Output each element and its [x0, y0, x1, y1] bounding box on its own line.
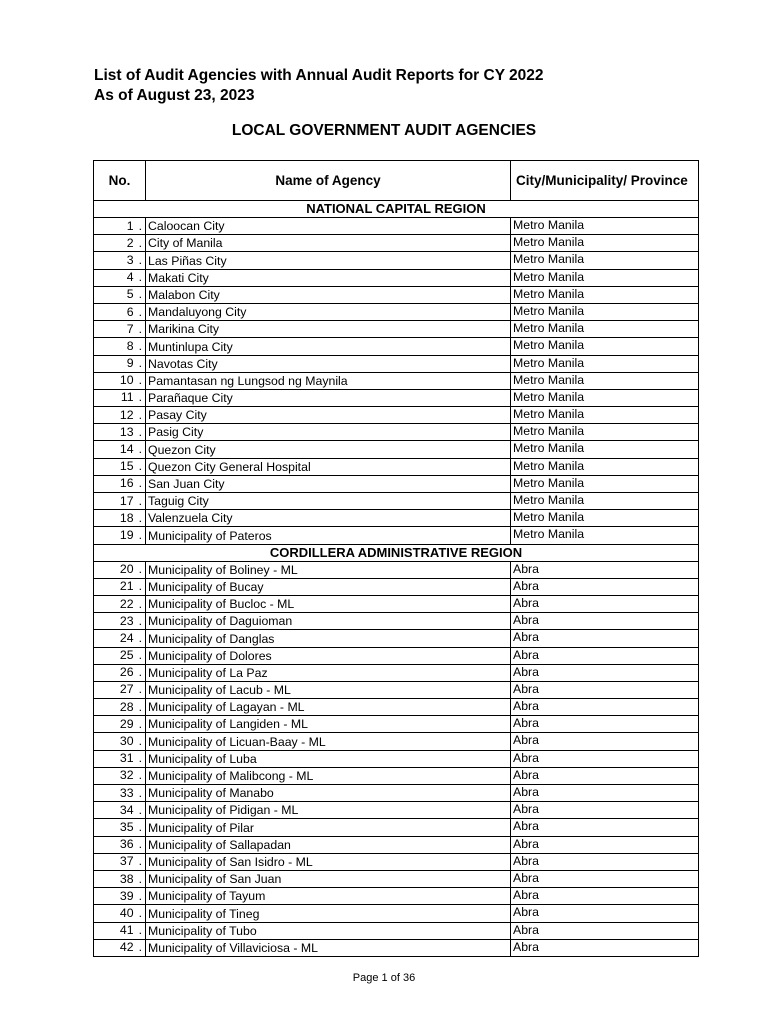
agency-name: Pasig City [146, 424, 511, 441]
row-number-cell [94, 493, 146, 510]
table-row [94, 321, 699, 338]
row-number-cell [94, 750, 146, 767]
agency-location: Abra [511, 802, 699, 819]
row-number-dot: . [138, 287, 142, 302]
agency-name: City of Manila [146, 235, 511, 252]
agency-location: Metro Manila [511, 441, 699, 458]
header-location: City/Municipality/ Province [511, 161, 699, 201]
row-number-cell [94, 853, 146, 870]
header-agency: Name of Agency [146, 161, 511, 201]
table-row [94, 888, 699, 905]
row-number: 1 [126, 218, 134, 233]
agency-name: Marikina City [146, 321, 511, 338]
table-row [94, 664, 699, 681]
table-row [94, 372, 699, 389]
agency-name: Mandaluyong City [146, 303, 511, 320]
row-number-cell [94, 767, 146, 784]
row-number: 40 [119, 905, 134, 920]
row-number-cell [94, 252, 146, 269]
row-number-cell [94, 475, 146, 492]
row-number-dot: . [138, 630, 142, 645]
row-number-cell [94, 819, 146, 836]
row-number-dot: . [138, 252, 142, 267]
agency-name: Municipality of Pateros [146, 527, 511, 544]
table-row [94, 475, 699, 492]
table-row [94, 733, 699, 750]
region-name: NATIONAL CAPITAL REGION [94, 201, 699, 218]
row-number: 37 [119, 854, 134, 869]
agency-table [93, 160, 699, 957]
agency-location: Metro Manila [511, 407, 699, 424]
row-number: 42 [119, 940, 134, 955]
row-number: 39 [119, 888, 134, 903]
agency-location: Abra [511, 939, 699, 956]
row-number-cell [94, 355, 146, 372]
row-number: 19 [119, 527, 134, 542]
row-number-dot: . [138, 356, 142, 371]
table-row [94, 750, 699, 767]
agency-location: Abra [511, 905, 699, 922]
agency-location: Metro Manila [511, 218, 699, 235]
region-header-row [94, 544, 699, 561]
table-row [94, 269, 699, 286]
page-footer: Page 1 of 36 [352, 972, 416, 984]
row-number-cell [94, 321, 146, 338]
table-row [94, 286, 699, 303]
agency-name: Municipality of Lacub - ML [146, 681, 511, 698]
table-row [94, 561, 699, 578]
document-title [94, 66, 544, 106]
row-number-cell [94, 458, 146, 475]
agency-name: Municipality of Boliney - ML [146, 561, 511, 578]
row-number-cell [94, 836, 146, 853]
row-number-dot: . [138, 785, 142, 800]
table-row [94, 218, 699, 235]
row-number-dot: . [138, 304, 142, 319]
agency-location: Abra [511, 595, 699, 612]
row-number: 17 [119, 493, 134, 508]
agency-name: Valenzuela City [146, 510, 511, 527]
agency-name: Municipality of San Isidro - ML [146, 853, 511, 870]
row-number-dot: . [138, 768, 142, 783]
agency-location: Abra [511, 681, 699, 698]
row-number-cell [94, 510, 146, 527]
agency-location: Abra [511, 630, 699, 647]
agency-name: Muntinlupa City [146, 338, 511, 355]
agency-name: Municipality of Pidigan - ML [146, 802, 511, 819]
row-number-dot: . [138, 923, 142, 938]
row-number-dot: . [138, 802, 142, 817]
row-number-cell [94, 647, 146, 664]
table-row [94, 389, 699, 406]
agency-location: Abra [511, 561, 699, 578]
table-row [94, 510, 699, 527]
row-number-cell [94, 939, 146, 956]
header-no: No. [94, 161, 146, 201]
row-number-dot: . [138, 373, 142, 388]
row-number-cell [94, 681, 146, 698]
row-number-dot: . [138, 390, 142, 405]
row-number: 15 [119, 459, 134, 474]
table-row [94, 407, 699, 424]
row-number-cell [94, 664, 146, 681]
agency-name: Malabon City [146, 286, 511, 303]
row-number-cell [94, 561, 146, 578]
row-number-dot: . [138, 613, 142, 628]
table-row [94, 355, 699, 372]
row-number-cell [94, 218, 146, 235]
row-number-cell [94, 888, 146, 905]
agency-name: Navotas City [146, 355, 511, 372]
row-number-cell [94, 372, 146, 389]
row-number-dot: . [138, 579, 142, 594]
row-number-dot: . [138, 854, 142, 869]
row-number: 41 [119, 923, 134, 938]
agency-name: Municipality of Malibcong - ML [146, 767, 511, 784]
table-row [94, 235, 699, 252]
agency-location: Metro Manila [511, 424, 699, 441]
table-row [94, 939, 699, 956]
table-row [94, 493, 699, 510]
agency-location: Metro Manila [511, 458, 699, 475]
agency-location: Metro Manila [511, 303, 699, 320]
row-number-cell [94, 441, 146, 458]
row-number: 28 [119, 699, 134, 714]
region-name: CORDILLERA ADMINISTRATIVE REGION [94, 544, 699, 561]
agency-name: Municipality of Bucloc - ML [146, 595, 511, 612]
agency-location: Metro Manila [511, 389, 699, 406]
table-row [94, 699, 699, 716]
table-row [94, 595, 699, 612]
row-number-cell [94, 922, 146, 939]
agency-name: Pasay City [146, 407, 511, 424]
agency-name: Makati City [146, 269, 511, 286]
row-number: 25 [119, 648, 134, 663]
row-number-cell [94, 595, 146, 612]
row-number-dot: . [138, 476, 142, 491]
agency-location: Abra [511, 664, 699, 681]
agency-name: Municipality of Licuan-Baay - ML [146, 733, 511, 750]
agency-location: Abra [511, 888, 699, 905]
row-number-dot: . [138, 819, 142, 834]
table-row [94, 681, 699, 698]
agency-name: Municipality of Manabo [146, 785, 511, 802]
row-number-cell [94, 424, 146, 441]
table-row [94, 836, 699, 853]
row-number-dot: . [138, 321, 142, 336]
agency-name: Municipality of Luba [146, 750, 511, 767]
agency-location: Abra [511, 853, 699, 870]
agency-name: Municipality of Lagayan - ML [146, 699, 511, 716]
agency-location: Metro Manila [511, 269, 699, 286]
agency-location: Abra [511, 733, 699, 750]
row-number-cell [94, 905, 146, 922]
row-number: 16 [119, 476, 134, 491]
agency-location: Abra [511, 836, 699, 853]
agency-location: Metro Manila [511, 338, 699, 355]
row-number: 13 [119, 424, 134, 439]
row-number: 2 [126, 235, 134, 250]
agency-location: Abra [511, 578, 699, 595]
row-number-dot: . [138, 837, 142, 852]
row-number: 31 [119, 751, 134, 766]
row-number-cell [94, 733, 146, 750]
row-number-cell [94, 338, 146, 355]
row-number: 3 [126, 252, 134, 267]
table-row [94, 647, 699, 664]
agency-name: Municipality of Pilar [146, 819, 511, 836]
agency-location: Metro Manila [511, 510, 699, 527]
row-number-dot: . [138, 459, 142, 474]
table-row [94, 303, 699, 320]
row-number: 6 [126, 304, 134, 319]
row-number: 23 [119, 613, 134, 628]
row-number-dot: . [138, 527, 142, 542]
row-number-cell [94, 630, 146, 647]
table-row [94, 853, 699, 870]
table-row [94, 252, 699, 269]
agency-location: Abra [511, 922, 699, 939]
row-number: 26 [119, 665, 134, 680]
table-header [94, 161, 699, 201]
agency-name: Municipality of Tineg [146, 905, 511, 922]
agency-name: Municipality of Tayum [146, 888, 511, 905]
row-number-cell [94, 699, 146, 716]
agency-location: Abra [511, 716, 699, 733]
row-number-cell [94, 613, 146, 630]
row-number-cell [94, 527, 146, 544]
agency-name: Municipality of Daguioman [146, 613, 511, 630]
row-number-dot: . [138, 407, 142, 422]
table-row [94, 819, 699, 836]
agency-location: Abra [511, 699, 699, 716]
agency-location: Metro Manila [511, 527, 699, 544]
row-number-dot: . [138, 442, 142, 457]
row-number-cell [94, 286, 146, 303]
row-number: 7 [126, 321, 134, 336]
agency-location: Abra [511, 785, 699, 802]
row-number-dot: . [138, 716, 142, 731]
row-number: 30 [119, 734, 134, 749]
row-number: 10 [119, 373, 134, 388]
row-number: 20 [119, 562, 134, 577]
row-number: 21 [119, 579, 134, 594]
row-number-dot: . [138, 510, 142, 525]
row-number: 33 [119, 785, 134, 800]
row-number-dot: . [138, 218, 142, 233]
row-number-cell [94, 407, 146, 424]
row-number-dot: . [138, 682, 142, 697]
title-line-1: List of Audit Agencies with Annual Audit Reports for CY 2022 [94, 67, 544, 84]
row-number: 5 [126, 287, 134, 302]
row-number-cell [94, 235, 146, 252]
row-number-cell [94, 389, 146, 406]
agency-name: San Juan City [146, 475, 511, 492]
row-number: 14 [119, 442, 134, 457]
section-subtitle: LOCAL GOVERNMENT AUDIT AGENCIES [231, 122, 537, 139]
agency-location: Abra [511, 767, 699, 784]
agency-name: Municipality of Tubo [146, 922, 511, 939]
agency-name: Las Piñas City [146, 252, 511, 269]
row-number-dot: . [138, 665, 142, 680]
row-number-dot: . [138, 699, 142, 714]
row-number-dot: . [138, 734, 142, 749]
agency-name: Quezon City General Hospital [146, 458, 511, 475]
row-number: 27 [119, 682, 134, 697]
table-row [94, 527, 699, 544]
title-line-2: As of August 23, 2023 [94, 87, 255, 104]
row-number-dot: . [138, 493, 142, 508]
agency-location: Abra [511, 819, 699, 836]
agency-name: Municipality of Dolores [146, 647, 511, 664]
row-number-dot: . [138, 888, 142, 903]
row-number: 29 [119, 716, 134, 731]
agency-name: Municipality of Danglas [146, 630, 511, 647]
table-row [94, 578, 699, 595]
agency-name: Parañaque City [146, 389, 511, 406]
row-number-dot: . [138, 270, 142, 285]
row-number-dot: . [138, 905, 142, 920]
table-row [94, 767, 699, 784]
table-row [94, 905, 699, 922]
row-number: 9 [126, 356, 134, 371]
table-row [94, 613, 699, 630]
row-number-cell [94, 578, 146, 595]
table-row [94, 441, 699, 458]
row-number-dot: . [138, 648, 142, 663]
table-row [94, 630, 699, 647]
agency-name: Municipality of Villaviciosa - ML [146, 939, 511, 956]
row-number: 35 [119, 819, 134, 834]
agency-name: Municipality of San Juan [146, 870, 511, 887]
row-number: 22 [119, 596, 134, 611]
agency-name: Municipality of Sallapadan [146, 836, 511, 853]
agency-location: Metro Manila [511, 235, 699, 252]
agency-name: Municipality of La Paz [146, 664, 511, 681]
row-number-dot: . [138, 235, 142, 250]
agency-name: Municipality of Langiden - ML [146, 716, 511, 733]
table-row [94, 458, 699, 475]
row-number-cell [94, 802, 146, 819]
table-row [94, 716, 699, 733]
agency-location: Abra [511, 613, 699, 630]
row-number: 32 [119, 768, 134, 783]
table-row [94, 785, 699, 802]
row-number-cell [94, 269, 146, 286]
row-number-dot: . [138, 424, 142, 439]
table-body [94, 201, 699, 957]
row-number-dot: . [138, 338, 142, 353]
agency-location: Metro Manila [511, 252, 699, 269]
row-number: 18 [119, 510, 134, 525]
row-number-cell [94, 303, 146, 320]
agency-location: Metro Manila [511, 493, 699, 510]
agency-location: Metro Manila [511, 475, 699, 492]
row-number-dot: . [138, 562, 142, 577]
table-row [94, 922, 699, 939]
row-number: 38 [119, 871, 134, 886]
agency-location: Metro Manila [511, 355, 699, 372]
agency-name: Municipality of Bucay [146, 578, 511, 595]
row-number-dot: . [138, 940, 142, 955]
agency-name: Pamantasan ng Lungsod ng Maynila [146, 372, 511, 389]
row-number-dot: . [138, 871, 142, 886]
agency-location: Metro Manila [511, 286, 699, 303]
row-number: 11 [120, 390, 134, 405]
row-number-cell [94, 716, 146, 733]
row-number-cell [94, 785, 146, 802]
agency-name: Taguig City [146, 493, 511, 510]
row-number: 4 [126, 270, 134, 285]
row-number: 24 [119, 630, 134, 645]
agency-location: Metro Manila [511, 321, 699, 338]
table-row [94, 338, 699, 355]
agency-name: Quezon City [146, 441, 511, 458]
table-row [94, 870, 699, 887]
row-number-dot: . [138, 596, 142, 611]
agency-location: Abra [511, 870, 699, 887]
agency-name: Caloocan City [146, 218, 511, 235]
table-row [94, 424, 699, 441]
row-number: 34 [119, 802, 134, 817]
region-header-row [94, 201, 699, 218]
table-row [94, 802, 699, 819]
agency-location: Abra [511, 750, 699, 767]
agency-location: Abra [511, 647, 699, 664]
agency-location: Metro Manila [511, 372, 699, 389]
row-number: 8 [126, 338, 134, 353]
row-number-dot: . [138, 751, 142, 766]
row-number-cell [94, 870, 146, 887]
row-number: 12 [119, 407, 134, 422]
row-number: 36 [119, 837, 134, 852]
